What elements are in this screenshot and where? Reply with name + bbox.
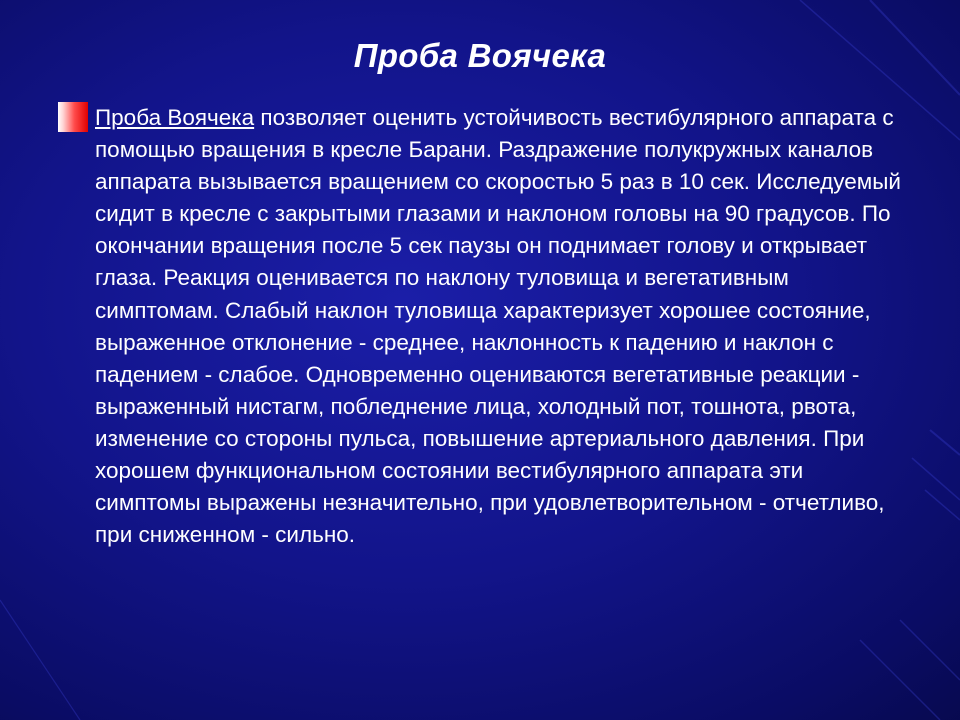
red-square-bullet-icon [58,102,88,132]
slide-title: Проба Воячека [353,37,607,74]
slide-body [95,102,915,551]
body-text: позволяет оценить устойчивость вестибулярного аппарата с помощью вращения в кресле Барани. Раздражение полукружных каналов аппарата вызывается вращением со скоростью 5 раз в 10 сек. Исследуемый сидит в кресле с закрытыми глазами и наклоном головы на 90 градусов. По окончании вращения после 5 сек паузы он поднимает голову и открывает глаза. Реакция оценивается по наклону туловища и вегетативным симптомам. Слабый наклон туловища характеризует хорошее состояние, выраженное отклонение - среднее, наклонность к падению и наклон с падением - слабое. Одновременно оцениваются вегетативные реакции - выраженный нистагм, побледнение лица, холодный пот, тошнота, рвота, изменение со стороны пульса, повышение артериального давления. При хорошем функциональном состоянии вестибулярного аппарата эти симптомы выражены незначительно, при удовлетворительном - отчетливо, при сниженном - сильно. [95,105,901,548]
lead-link[interactable]: Проба Воячека [95,105,255,130]
